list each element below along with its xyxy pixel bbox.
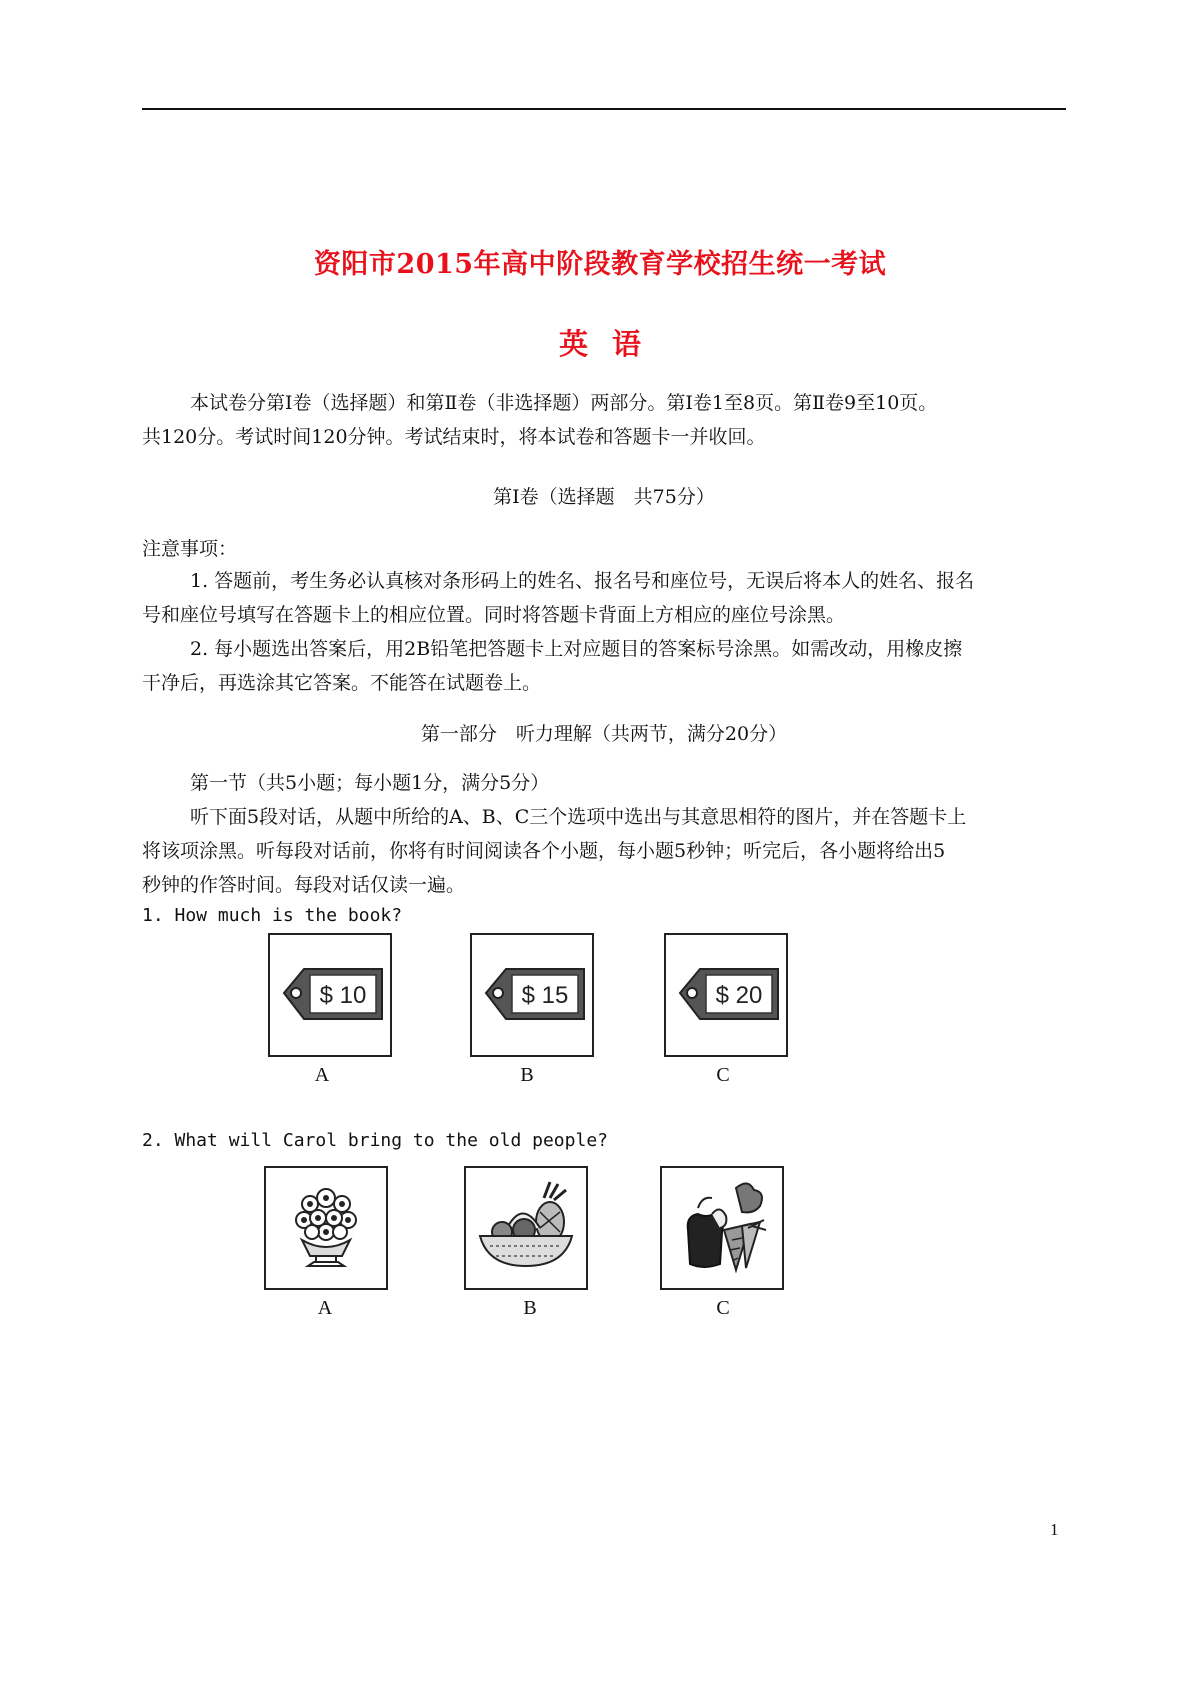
q1-option-c-image[interactable] [664,933,788,1057]
subject-title: 英语 [558,327,665,361]
notes-heading: 注意事项： [142,538,238,560]
price-tag-icon [270,935,390,1055]
q2-option-b-label: B [523,1297,537,1319]
q2-option-a-label: A [317,1297,333,1319]
section1-heading: 第一节（共5小题；每小题1分，满分5分） [190,772,550,794]
note-item-1-line-2: 号和座位号填写在答题卡上的相应位置。同时将答题卡背面上方相应的座位号涂黑。 [142,604,846,626]
q2-option-b-image[interactable] [464,1166,588,1290]
question-2-text: 2. What will Carol bring to the old people? [142,1130,608,1151]
header-rule [142,108,1066,110]
note-item-1-line-1: 1. 答题前，考生务必认真核对条形码上的姓名、报名号和座位号，无误后将本人的姓名、报名 [190,570,975,592]
price-tag-text: $ 20 [715,982,763,1009]
section1-instruction-line-3: 秒钟的作答时间。每段对话仅读一遍。 [142,874,466,896]
q2-option-c-label: C [716,1297,730,1319]
q1-option-a-image[interactable] [268,933,392,1057]
note-item-2-line-1: 2. 每小题选出答案后，用2B铅笔把答题卡上对应题目的答案标号涂黑。如需改动，用橡皮擦 [190,638,963,660]
price-tag-icon [666,935,786,1055]
q1-option-c-label: C [716,1064,730,1086]
q1-option-b-image[interactable] [470,933,594,1057]
section1-instruction-line-2: 将该项涂黑。听每段对话前，你将有时间阅读各个小题，每小题5秒钟；听完后，各小题将给出5 [142,840,946,862]
vegetables-icon [662,1168,782,1288]
section1-instruction-line-1: 听下面5段对话，从题中所给的A、B、C三个选项中选出与其意思相符的图片，并在答题卡上 [190,806,967,828]
intro-line-1: 本试卷分第Ⅰ卷（选择题）和第Ⅱ卷（非选择题）两部分。第Ⅰ卷1至8页。第Ⅱ卷9至10页。 [190,392,938,414]
exam-title: 资阳市2015年高中阶段教育学校招生统一考试 [313,249,887,280]
question-1-text: 1. How much is the book? [142,905,403,926]
fruit-bowl-icon [466,1168,586,1288]
q1-option-a-label: A [314,1064,330,1086]
note-item-2-line-2: 干净后，再选涂其它答案。不能答在试题卷上。 [142,672,542,694]
q2-option-a-image[interactable] [264,1166,388,1290]
volume1-heading: 第Ⅰ卷（选择题 共75分） [493,486,715,508]
part1-heading: 第一部分 听力理解（共两节，满分20分） [420,723,788,745]
price-tag-icon [472,935,592,1055]
q2-option-c-image[interactable] [660,1166,784,1290]
intro-line-2: 共120分。考试时间120分钟。考试结束时，将本试卷和答题卡一并收回。 [142,426,766,448]
q1-option-b-label: B [520,1064,534,1086]
price-tag-text: $ 15 [521,982,569,1009]
price-tag-text: $ 10 [319,982,367,1009]
flower-basket-icon [266,1168,386,1288]
page-number: 1 [1050,1520,1059,1539]
